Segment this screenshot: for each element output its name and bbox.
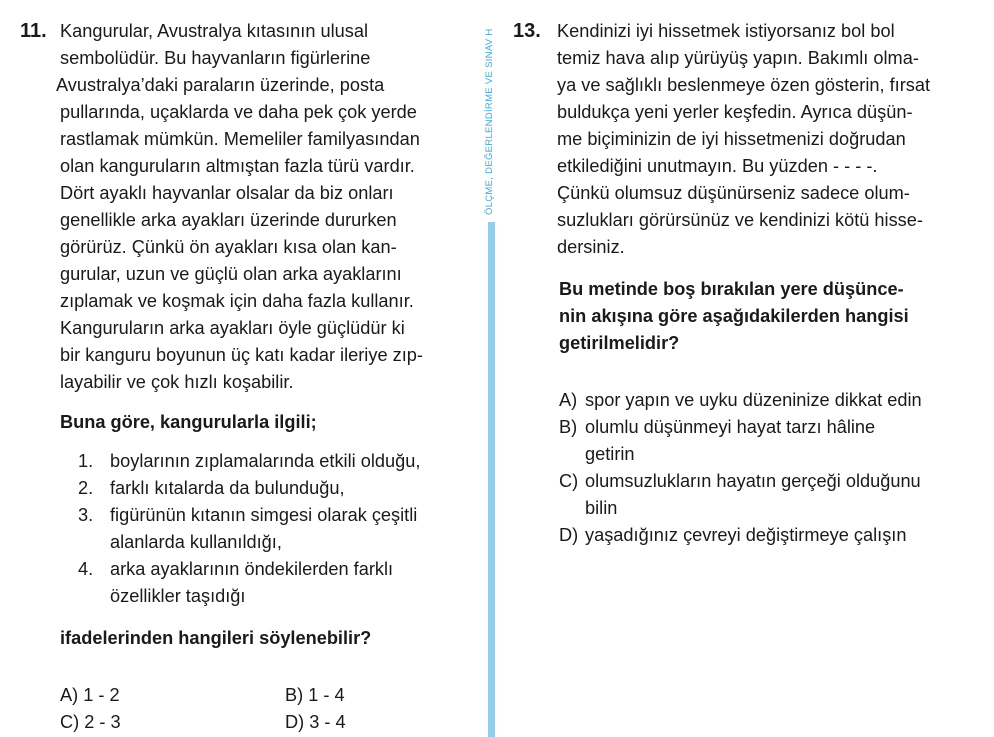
passage-line: olan kanguruların altmıştan fazla türü vardır. [60,156,415,176]
choice-d[interactable]: D) 3 - 4 [285,712,346,732]
passage [557,18,977,261]
choice-c[interactable]: C) 2 - 3 [60,712,121,732]
statement-list [78,448,475,610]
statement-number: 4. [78,559,94,579]
choice-a[interactable]: A) 1 - 2 [60,685,120,705]
choice-d[interactable] [559,522,977,549]
passage-line: zıplamak ve koşmak için daha fazla kullanır. [60,291,414,311]
question-line: nin akışına göre aşağıdakilerden hangisi [559,306,909,326]
statement-text: arka ayaklarının öndekilerden farklı [110,559,394,579]
statement-number: 1. [78,451,94,471]
choice-b[interactable]: B) 1 - 4 [285,685,345,705]
choice-label: C) [559,471,579,491]
statement-number: 3. [78,505,94,525]
choice-a[interactable] [559,387,977,414]
passage-line: Kangurular, Avustralya kıtasının ulusal [60,21,369,41]
statement-item [78,448,475,475]
statement-text: farklı kıtalarda da bulunduğu, [110,478,345,498]
choice-text: yaşadığınız çevreyi değiştirmeye çalışın [585,525,907,545]
question-line: Bu metinde boş bırakılan yere düşünce- [559,279,904,299]
choice-text: getirin [585,444,635,464]
passage-line: ya ve sağlıklı beslenmeye özen gösterin, fırsat [557,75,931,95]
choice-text: olumlu düşünmeyi hayat tarzı hâline [585,417,876,437]
passage-line: buldukça yeni yerler keşfedin. Ayrıca düşün- [557,102,913,122]
passage [56,18,475,396]
passage-line: dersiniz. [557,237,625,257]
choice-text: spor yapın ve uyku düzeninize dikkat edin [585,390,922,410]
choice-label: B) [559,417,578,437]
vertical-divider-text: ÖLÇME, DEĞERLENDİRME VE SINAV H [484,28,495,215]
statement-text: alanlarda kullanıldığı, [110,532,282,552]
passage-line: bir kanguru boyunun üç katı kadar ileriye zıp- [60,345,423,365]
statement-number: 2. [78,478,94,498]
statement-item [78,475,475,502]
choice-label: D) [559,525,579,545]
passage-line: suzlukları görürsünüz ve kendinizi kötü hisse- [557,210,923,230]
passage-line: gurular, uzun ve güçlü olan arka ayaklarını [60,264,402,284]
question-number: 13. [513,20,541,42]
statement-item [78,502,475,556]
passage-line: pullarında, uçaklarda ve daha pek çok yerde [60,102,417,122]
passage-line: Avustralya’daki paraların üzerinde, posta [56,75,385,95]
choice-text: bilin [585,498,618,518]
vertical-divider-bar [488,222,495,737]
passage-line: sembolüdür. Bu hayvanların figürlerine [60,48,371,68]
choice-b[interactable] [559,414,977,468]
question-13 [515,18,977,549]
question-text [559,276,977,357]
answer-choices [559,387,977,549]
passage-line: Dört ayaklı hayvanlar olsalar da biz onları [60,183,394,203]
statement-text: figürünün kıtanın simgesi olarak çeşitli [110,505,418,525]
answer-choices [60,682,475,736]
passage-line: Kanguruların arka ayakları öyle güçlüdür ki [60,318,405,338]
passage-line: görürüz. Çünkü ön ayakları kısa olan kan- [60,237,397,257]
statement-item [78,556,475,610]
question-number: 11. [20,20,47,42]
statement-text: boylarının zıplamalarında etkili olduğu, [110,451,421,471]
passage-line: Kendinizi iyi hissetmek istiyorsanız bol bol [557,21,895,41]
statement-text: özellikler taşıdığı [110,586,246,606]
choice-text: olumsuzlukların hayatın gerçeği olduğunu [585,471,921,491]
question-prompt: Buna göre, kangurularla ilgili; [60,412,317,432]
passage-line: rastlamak mümkün. Memeliler familyasından [60,129,420,149]
question-11 [20,18,475,736]
passage-line: Çünkü olumsuz düşünürseniz sadece olum- [557,183,910,203]
question-text: ifadelerinden hangileri söylenebilir? [60,628,372,648]
passage-line: me biçiminizin de iyi hissetmenizi doğrudan [557,129,906,149]
question-line: getirilmelidir? [559,333,680,353]
passage-line: layabilir ve çok hızlı koşabilir. [60,372,294,392]
passage-line: genellikle arka ayakları üzerinde dururken [60,210,397,230]
choice-c[interactable] [559,468,977,522]
passage-line: temiz hava alıp yürüyüş yapın. Bakımlı olma- [557,48,919,68]
passage-line: etkilediğini unutmayın. Bu yüzden - - - -. [557,156,878,176]
choice-label: A) [559,390,578,410]
